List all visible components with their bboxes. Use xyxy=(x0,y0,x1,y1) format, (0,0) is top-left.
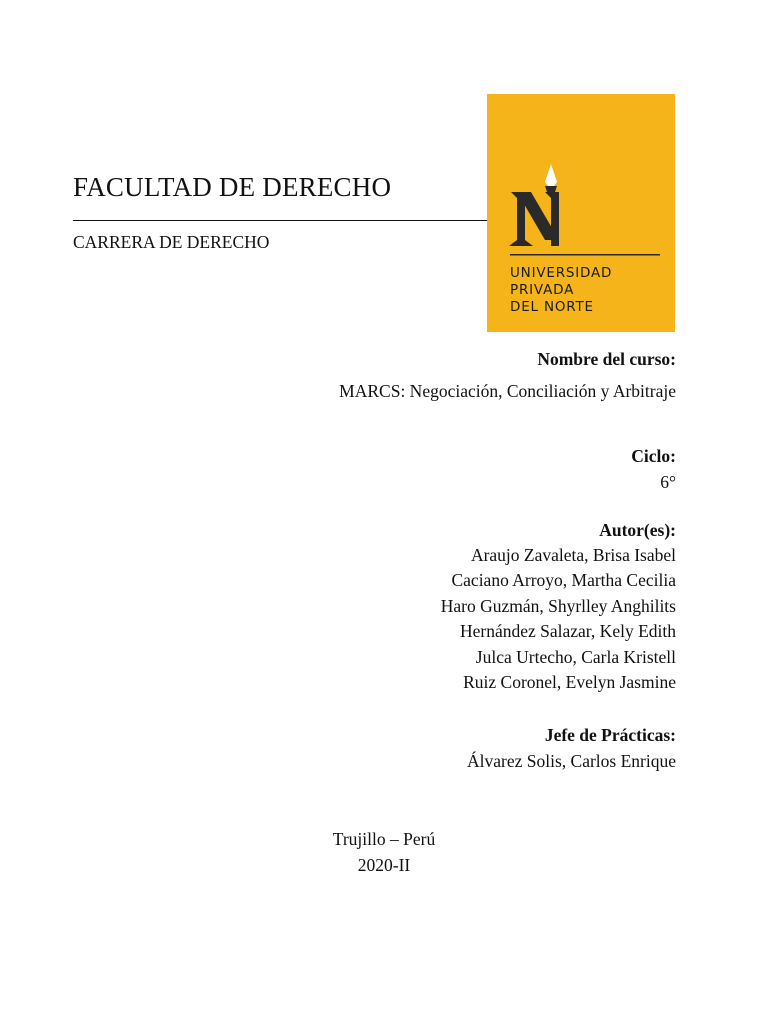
faculty-title: FACULTAD DE DERECHO xyxy=(73,172,392,202)
authors-label: Autor(es): xyxy=(599,520,676,540)
author-name: Araujo Zavaleta, Brisa Isabel xyxy=(470,545,676,565)
author-name: Hernández Salazar, Kely Edith xyxy=(459,621,676,642)
title-divider xyxy=(73,220,488,221)
logo-line-1: UNIVERSIDAD xyxy=(510,265,613,281)
footer-place: Trujillo – Perú xyxy=(332,829,436,849)
author-name: Ruiz Coronel, Evelyn Jasmine xyxy=(463,672,676,693)
course-name: MARCS: Negociación, Conciliación y Arbitraje xyxy=(339,381,676,401)
practice-head-name: Álvarez Solis, Carlos Enrique xyxy=(467,751,676,771)
author-name: Julca Urtecho, Carla Kristell xyxy=(475,646,676,667)
course-label: Nombre del curso: xyxy=(537,349,676,369)
footer-section xyxy=(0,826,768,878)
logo-line-3: DEL NORTE xyxy=(510,299,594,315)
career-subtitle: CARRERA DE DERECHO xyxy=(73,232,270,252)
logo-line-2: PRIVADA xyxy=(510,282,575,298)
author-name: Haro Guzmán, Shyrlley Anghilits xyxy=(440,595,676,616)
practice-head-section xyxy=(467,722,676,774)
cycle-section xyxy=(631,443,676,495)
course-section xyxy=(339,346,676,404)
university-logo xyxy=(487,94,675,332)
authors-list xyxy=(441,543,676,695)
author-name: Caciano Arroyo, Martha Cecilia xyxy=(451,570,676,591)
practice-head-label: Jefe de Prácticas: xyxy=(544,725,676,745)
cycle-value: 6° xyxy=(660,472,676,492)
footer-period: 2020-II xyxy=(357,855,411,875)
authors-section xyxy=(441,517,676,695)
cycle-label: Ciclo: xyxy=(631,446,676,466)
